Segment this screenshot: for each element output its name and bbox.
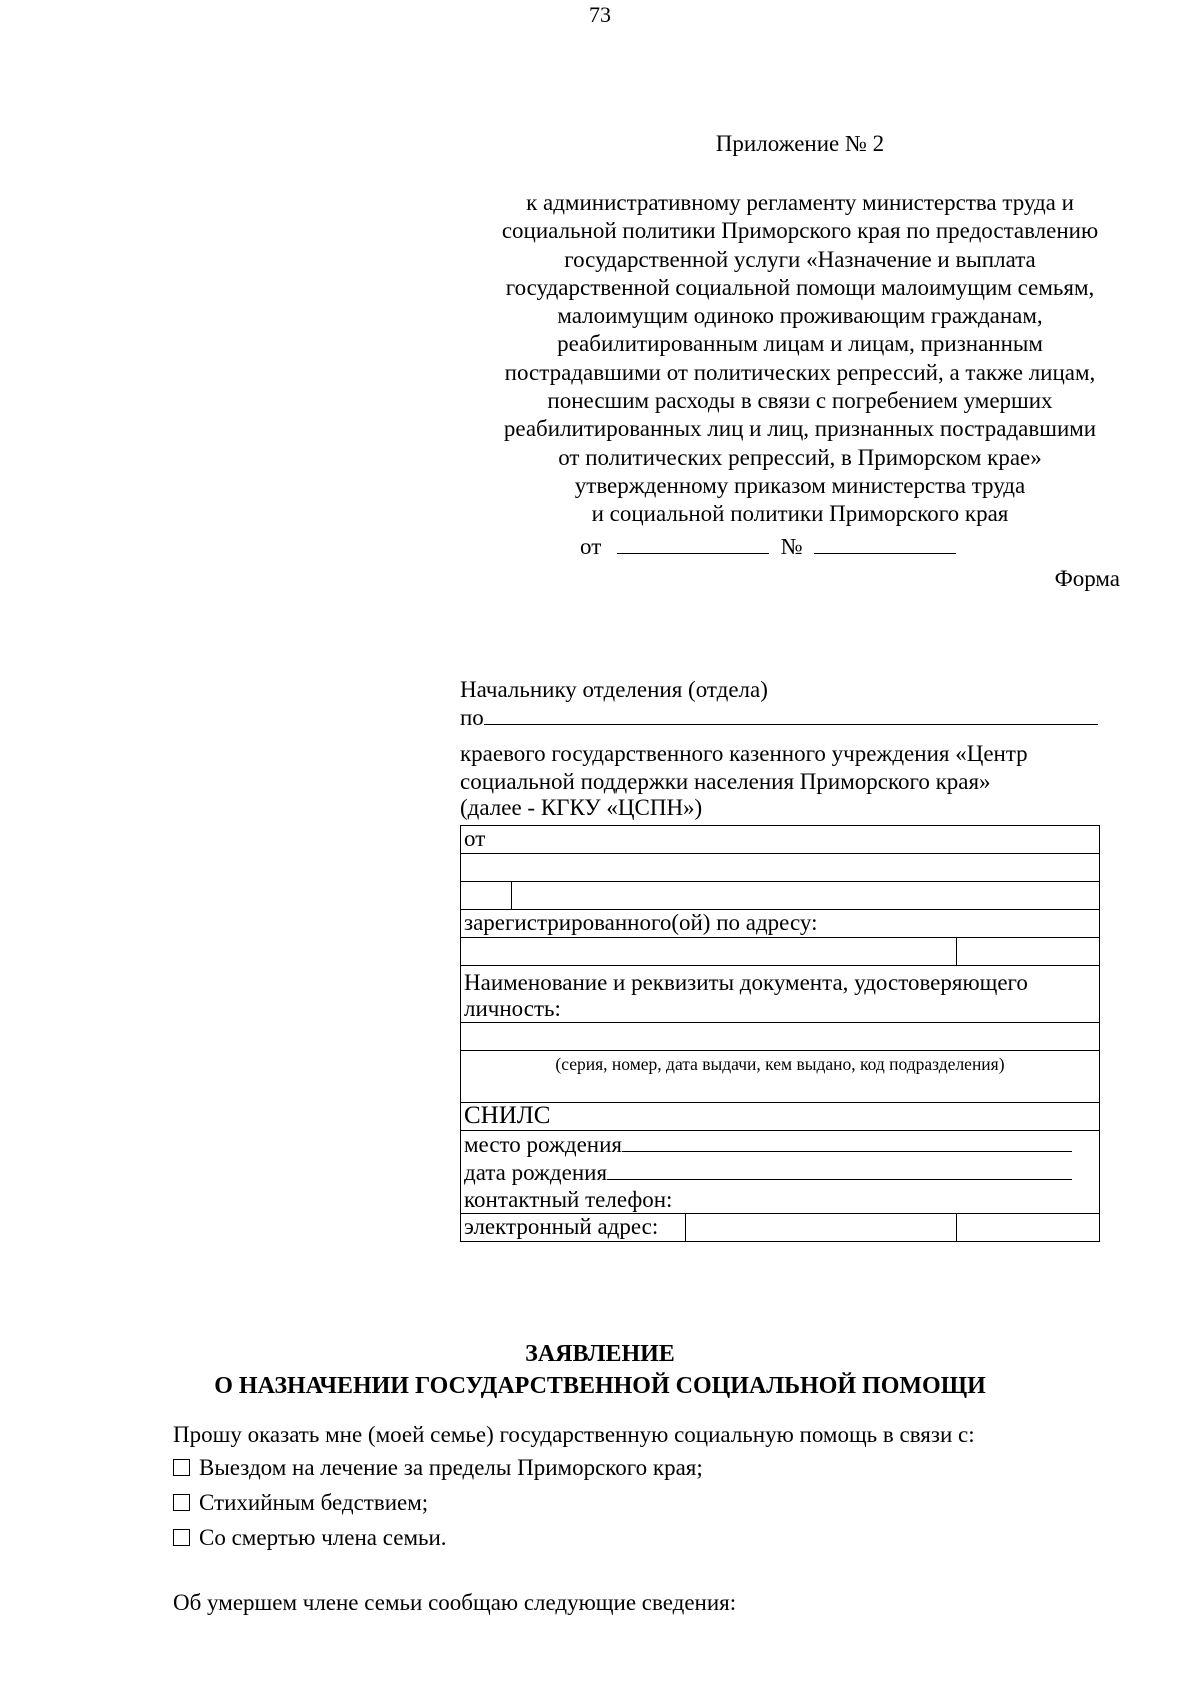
- applicant-row-registered: [461, 910, 1100, 938]
- address-extra-field[interactable]: [957, 938, 1100, 966]
- regulation-line: реабилитированных лиц и лиц, признанных пострадавшими: [503, 416, 1097, 442]
- email-label: электронный адрес:: [464, 1214, 659, 1239]
- id-document-hint-cell: [461, 1051, 1100, 1103]
- addressee-block: [460, 676, 1120, 732]
- checkbox-treatment[interactable]: [173, 1459, 190, 1476]
- email-label-cell: [461, 1214, 686, 1242]
- applicant-name-field[interactable]: [461, 854, 1100, 882]
- order-date-number-line: [580, 533, 956, 560]
- order-date-blank[interactable]: [617, 533, 769, 554]
- regulation-line: утвержденному приказом министерства труда: [574, 472, 1026, 498]
- regulation-line: реабилитированным лицам и лицам, признанным: [557, 331, 1043, 357]
- address-field[interactable]: [461, 938, 957, 966]
- applicant-wide-cell[interactable]: [511, 882, 1099, 910]
- from-field[interactable]: [461, 826, 1100, 854]
- regulation-line: от политических репрессий, в Приморском крае»: [558, 444, 1042, 470]
- applicant-row-id-value: [461, 1023, 1100, 1051]
- applicant-row-from: [461, 826, 1100, 854]
- registered-label: зарегистрированного(ой) по адресу:: [464, 910, 818, 935]
- regulation-line: государственной социальной помощи малоимущим семьям,: [505, 274, 1095, 300]
- request-text: Прошу оказать мне (моей семье) государственную социальную помощь в связи с:: [173, 1422, 975, 1447]
- applicant-row-address: [461, 938, 1100, 966]
- applicant-form-table: [460, 825, 1100, 1242]
- birthdate-label: дата рождения: [464, 1159, 608, 1185]
- birthplace-field: [461, 1131, 1100, 1159]
- regulation-line: социальной политики Приморского края по предоставлению: [501, 218, 1099, 244]
- applicant-row-phone: [461, 1187, 1100, 1214]
- regulation-line: малоимущим одиноко проживающим гражданам,: [557, 303, 1043, 329]
- id-document-field[interactable]: [461, 1023, 1100, 1051]
- snils-label: СНИЛС: [464, 1102, 551, 1129]
- birthplace-blank[interactable]: [622, 1131, 1072, 1152]
- page-number: 73: [589, 2, 611, 27]
- checkbox-disaster[interactable]: [173, 1494, 190, 1511]
- applicant-row-birthplace: [461, 1131, 1100, 1159]
- regulation-line: государственной услуги «Назначение и выплата: [564, 246, 1036, 272]
- applicant-small-cell[interactable]: [461, 882, 512, 910]
- email-field[interactable]: [685, 1214, 956, 1242]
- institution-line: краевого государственного казенного учреждения «Центр: [460, 741, 1028, 766]
- order-number-blank[interactable]: [814, 533, 956, 554]
- option-death: [173, 1525, 447, 1551]
- applicant-row-id-doc: [461, 966, 1100, 1023]
- applicant-row-snils: [461, 1103, 1100, 1131]
- option-treatment: [173, 1455, 703, 1481]
- applicant-row-split: [461, 882, 1100, 910]
- option-disaster: [173, 1490, 428, 1516]
- regulation-line: к административному регламенту министерства труда и: [526, 190, 1074, 215]
- checkbox-death[interactable]: [173, 1529, 190, 1546]
- id-document-hint: (серия, номер, дата выдачи, кем выдано, код подразделения): [555, 1054, 1005, 1074]
- email-extra-field[interactable]: [957, 1214, 1100, 1242]
- institution-line: социальной поддержки населения Приморского края»: [460, 769, 991, 794]
- regulation-line: понесшим расходы в связи с погребением умерших: [547, 388, 1053, 414]
- department-name-blank[interactable]: [484, 704, 1098, 725]
- applicant-row-name: [461, 854, 1100, 882]
- regulation-line: и социальной политики Приморского края: [591, 501, 1009, 527]
- addressee-department-line: [460, 704, 1120, 732]
- statement-title: ЗАЯВЛЕНИЕ: [525, 1341, 675, 1367]
- from-label: от: [464, 826, 486, 851]
- deceased-info-text: Об умершем члене семьи сообщаю следующие сведения:: [173, 1590, 737, 1615]
- institution-block: [460, 740, 1120, 820]
- applicant-row-birthdate: [461, 1159, 1100, 1187]
- addressee-title: Начальнику отделения (отдела): [460, 677, 768, 702]
- option-label: Стихийным бедствием;: [199, 1490, 429, 1515]
- id-document-label: Наименование и реквизиты документа, удостоверяющего личность:: [464, 970, 1028, 1021]
- id-document-label-cell: [461, 966, 1100, 1023]
- regulation-line: пострадавшими от политических репрессий, а также лицам,: [504, 359, 1096, 385]
- order-number-sign: №: [780, 534, 803, 559]
- form-label: Форма: [1054, 566, 1120, 591]
- applicant-row-id-hint: [461, 1051, 1100, 1103]
- regulation-reference: [470, 189, 1130, 529]
- order-from-label: от: [580, 534, 602, 559]
- birthdate-blank[interactable]: [607, 1159, 1072, 1180]
- appendix-title: Приложение № 2: [715, 131, 885, 156]
- institution-line: (далее - КГКУ «ЦСПН»): [460, 795, 703, 820]
- option-label: Выездом на лечение за пределы Приморского края;: [199, 1455, 703, 1480]
- birthdate-field: [461, 1159, 1100, 1187]
- addressee-po-label: по: [460, 705, 484, 730]
- registered-address-label-cell: [461, 910, 1100, 938]
- phone-field[interactable]: [461, 1187, 1100, 1214]
- birthplace-label: место рождения: [464, 1132, 622, 1157]
- statement-subtitle: О НАЗНАЧЕНИИ ГОСУДАРСТВЕННОЙ СОЦИАЛЬНОЙ ПОМОЩИ: [214, 1373, 986, 1399]
- phone-label: контактный телефон:: [464, 1186, 673, 1212]
- snils-field[interactable]: [461, 1103, 1100, 1131]
- statement-heading: [0, 1338, 1200, 1402]
- applicant-row-email: [461, 1214, 1100, 1242]
- option-label: Со смертью члена семьи.: [199, 1525, 447, 1550]
